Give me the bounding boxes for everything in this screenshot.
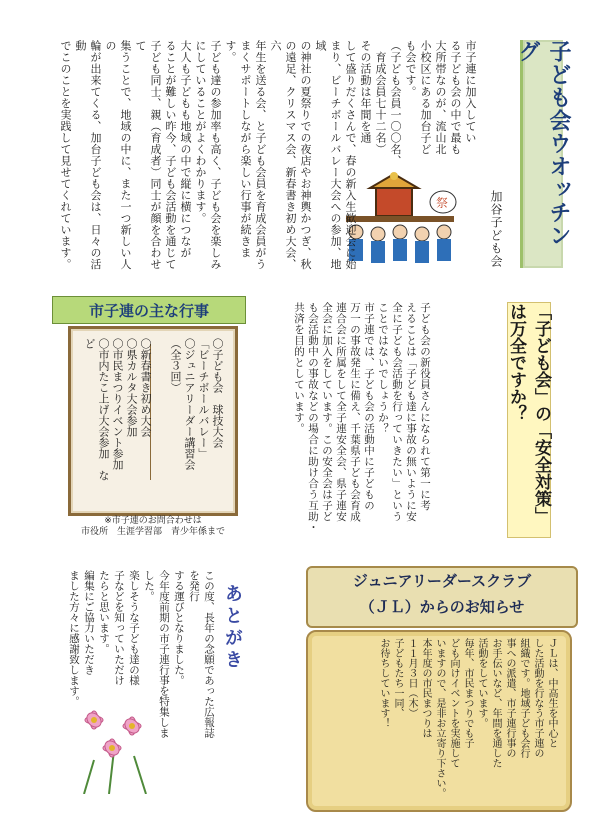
jl-notice-line: お待ちしています！ [378,638,389,728]
afterword-line: 今年度前期の市子連行事を特集しました。 [143,570,170,738]
feature-article-line: まくサポートしながら楽しい行事が続きます。 [224,40,252,259]
feature-article-line: 子ども達の参加率も高く、子ども会を楽しみ [209,40,222,270]
feature-article-line: 大人も子どもも地域の中で縦に横につなが [179,40,192,259]
feature-article-line: 年生を送る会、と子ども会員を育成会員がう [254,40,267,270]
jl-notice-line: 毎年、市民まつりでも子 [462,638,473,748]
jl-notice-line: １１月３日（木） [406,638,417,718]
feature-title-text: 子ども会ウオッチング [515,40,571,247]
afterword-line: する運びとなりました。 [173,570,185,686]
safety-article-line: 共済を目的としています。 [293,302,305,434]
feature-article-line: る子ども会の中で最も [449,40,462,155]
schedule-list-1 [154,338,224,488]
safety-article [292,302,498,534]
safety-article-line: 子ども会の新役員さんになられて第一に考 [419,302,431,511]
feature-article-line: 大所帯なのが、流山北 [434,40,447,155]
jl-heading-line1: ジュニアリーダースクラブ [352,572,532,590]
safety-article-line: 市子連では、子ども会の活動中に子どもの [363,302,375,511]
afterword-title [212,584,252,784]
safety-article-body [292,302,432,536]
safety-title-text: 「子ども会」の「安全対策」は万全ですか？ [506,303,551,524]
contact-note-line1: ※市子連のお問合わせは [104,516,202,526]
jl-notice-text [318,638,558,802]
safety-article-line: えることは「子ども達に事故の無いように安 [405,302,417,522]
afterword-line: ました方々に感謝致します。 [68,570,80,707]
jl-notice-line: 活動をしています。 [476,638,487,728]
jl-notice-line: 本年度の市民まつりは [420,638,431,738]
feature-article-line: して盛りだくさんで、春の新入生歓迎会に始 [344,40,357,270]
schedule-list-2 [82,338,152,488]
feature-article-line: その活動は年間を通 [359,40,372,144]
feature-article-line: まり、ビーチボールバレー大会への参加、地域 [314,40,342,270]
jl-notice-line: 子どもたち一同、 [392,638,403,718]
jl-notice-line: 事への派遣、市子連行事の [504,638,515,758]
jl-notice-line: した活動を行なう市子連の [532,638,543,758]
feature-article-line: ることが難しい昨今、子ども会活動を通じて [164,40,177,270]
safety-article-line: 連合会に所属をして全子連安全会、県子連安 [335,302,347,522]
feature-article-line: 市子連に加入してい [464,40,477,144]
schedule-item: （全３回） [169,338,182,393]
schedule-item: 「ビーチボールバレー」 [197,338,210,459]
feature-article [58,40,508,270]
schedule-item: 〇ジュニアリーダー講習会 [183,338,196,470]
feature-article-line: も会です。 [404,40,417,98]
afterword-line: 楽しそうな子ども達の様 [128,570,140,686]
afterword-title-text: あとがき [222,584,243,672]
safety-article-line: ことではないでしょうか？ [377,302,389,434]
schedule-item: 〇県カルタ大会参加 [125,338,138,437]
safety-article-line: 全に子ども会活動を行っていきたい」という [391,302,403,522]
jl-notice-line: ＪＬは、中高生を中心と [546,638,557,748]
jl-notice-line: ども向けイベントを実施して [448,638,459,768]
schedule-item: 〇子ども会 球技大会 [211,338,224,448]
feature-subtitle: 加谷子ども会 [489,190,503,268]
afterword-line: この度、長年の念願であった広報誌を発行 [188,570,215,738]
jl-heading-line2: （ＪＬ）からのお知らせ [359,598,525,616]
feature-article-body [58,40,478,272]
jl-notice-line: 組織です。地域子ども会行 [518,638,529,758]
safety-title [507,302,551,538]
safety-article-line: も会活動中の事故などの場合に助け合う互助・ [307,302,319,533]
safety-article-line: 万一の事故発生に備え、千葉県子ども会育成 [349,302,361,522]
feature-article-line: 輪が出来てくる、加台子ども会は、日々の活動 [74,40,102,270]
afterword-line: たらと思います。 [98,570,110,654]
feature-article-line: にしていることがよくわかります。 [194,40,207,224]
afterword-line: 編集にご協力いただき [83,570,95,675]
feature-article-line: 育成会員七十二名） [374,40,387,155]
feature-article-line: 子ども同士、親（育成者）同士が顔を合わせて [134,40,162,270]
schedule-title: 市子連の主な行事 [52,296,246,324]
feature-article-line: （子ども会員一〇〇名、 [389,40,402,167]
jl-notice-line: お手伝いなど、年間を通した [490,638,501,768]
jl-heading [306,566,578,628]
schedule-item: 〇新春書き初め大会 [139,338,152,437]
feature-article-line: の神社の夏祭りでの夜店やお神輿かつぎ、秋 [299,40,312,270]
feature-article-line: 集うことで、地域の中に、また一つ新しい人の [104,40,132,270]
feature-article-line: でこのことを実践して見せてくれています。 [59,40,72,270]
svg-text:祭: 祭 [436,196,449,210]
schedule-item: 〇市内たこ上げ大会参加 など [83,338,110,481]
feature-title [515,40,571,268]
schedule-contact-note [64,516,242,538]
safety-article-line: 全会に加入をしています。この安全会は子ど [321,302,333,522]
feature-article-line: の遠足、クリスマス会、新春書き初め大会、六 [269,40,297,270]
cosmos-flower-illustration [54,690,174,794]
afterword-line: 子などを知っていただけ [113,570,125,686]
schedule-item: 〇市民まつりイベント参加 [111,338,124,470]
feature-article-line: 小校区にある加台子ど [419,40,432,155]
jl-notice-line: いますので、是非お立寄り下さい。 [434,638,445,798]
contact-note-line2: 市役所 生涯学習部 青少年係まで [80,527,225,537]
